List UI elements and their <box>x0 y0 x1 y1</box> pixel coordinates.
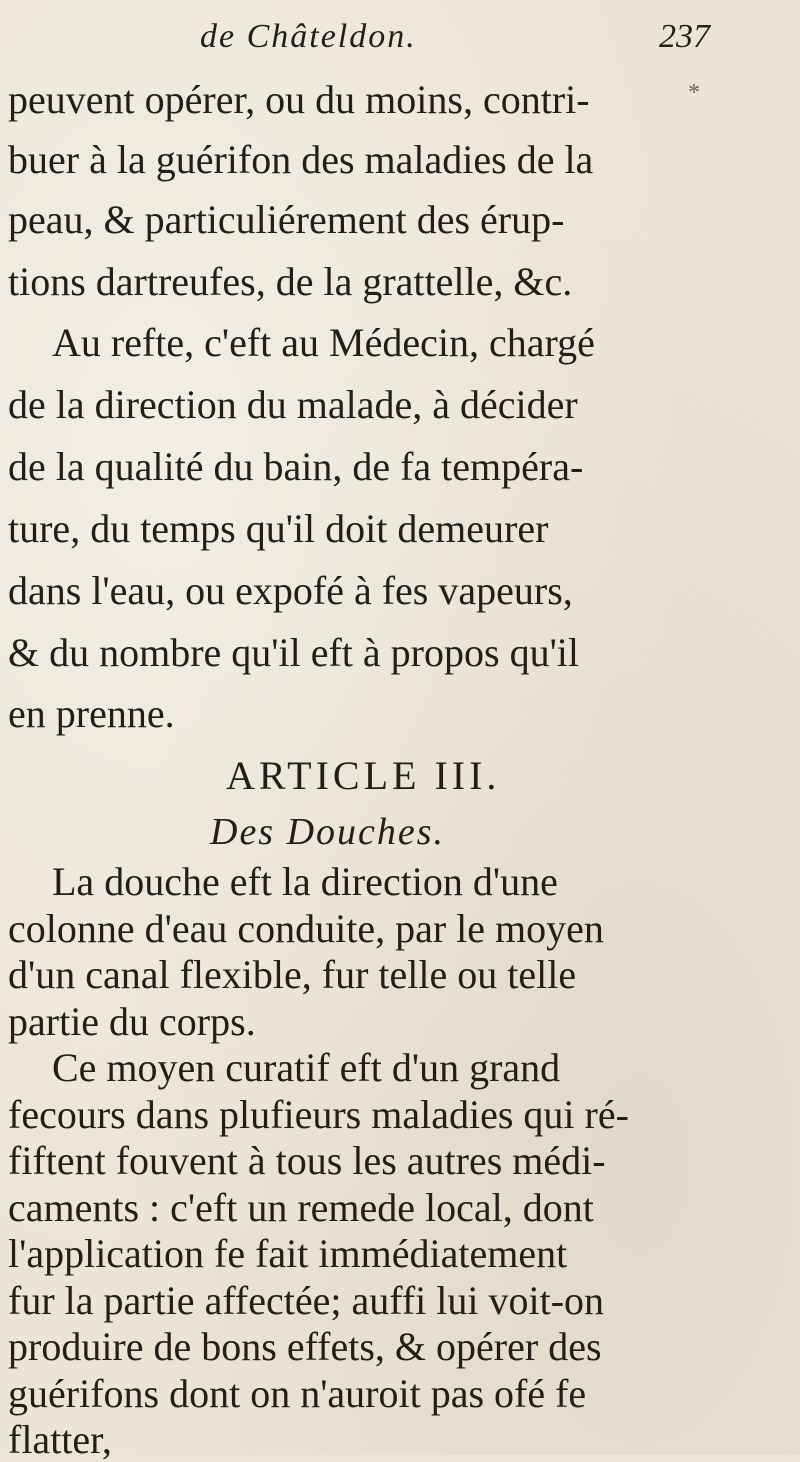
text-line: peau, & particuliérement des érup- <box>8 197 565 242</box>
text-line: produire de bons effets, & opérer des <box>8 1324 602 1369</box>
text-line: fiftent fouvent à tous les autres médi- <box>8 1138 606 1183</box>
text-line: peuvent opérer, ou du moins, contri- <box>8 77 590 122</box>
text-line: partie du corps. <box>8 998 256 1044</box>
text-line: guérifons dont on n'auroit pas ofé fe <box>8 1370 587 1416</box>
margin-speck: * <box>688 80 700 106</box>
text-line: fur la partie affectée; auffi lui voit-on <box>8 1277 605 1323</box>
text-line: caments : c'eft un remede local, dont <box>8 1184 594 1230</box>
text-line: tions dartreufes, de la grattelle, &c. <box>8 259 573 304</box>
text-line: de la qualité du bain, de fa tempéra- <box>8 444 584 489</box>
text-line: & du nombre qu'il eft à propos qu'il <box>8 630 579 675</box>
text-line: de la direction du malade, à décider <box>8 382 578 427</box>
page-number: 237 <box>659 18 710 55</box>
text-line: buer à la guérifon des maladies de la <box>8 137 594 182</box>
text-line: Au refte, c'eft au Médecin, chargé <box>52 320 595 365</box>
text-line: ture, du temps qu'il doit demeurer <box>8 506 549 551</box>
text-line: en prenne. <box>8 691 175 736</box>
text-line: fecours dans plufieurs maladies qui ré- <box>8 1091 629 1137</box>
text-line: dans l'eau, ou expofé à fes vapeurs, <box>8 568 573 613</box>
text-line: d'un canal flexible, fur telle ou telle <box>8 952 577 997</box>
article-heading: ARTICLE III. <box>226 753 501 798</box>
running-title: de Châteldon. <box>200 18 417 55</box>
text-line: Ce moyen curatif eft d'un grand <box>52 1045 561 1090</box>
section-subheading: Des Douches. <box>210 811 446 853</box>
running-head <box>190 18 710 70</box>
text-line: l'application fe fait immédiatement <box>8 1231 568 1276</box>
text-line: flatter, <box>8 1417 112 1462</box>
text-line: La douche eft la direction d'une <box>52 859 558 904</box>
text-line: colonne d'eau conduite, par le moyen <box>8 905 604 951</box>
